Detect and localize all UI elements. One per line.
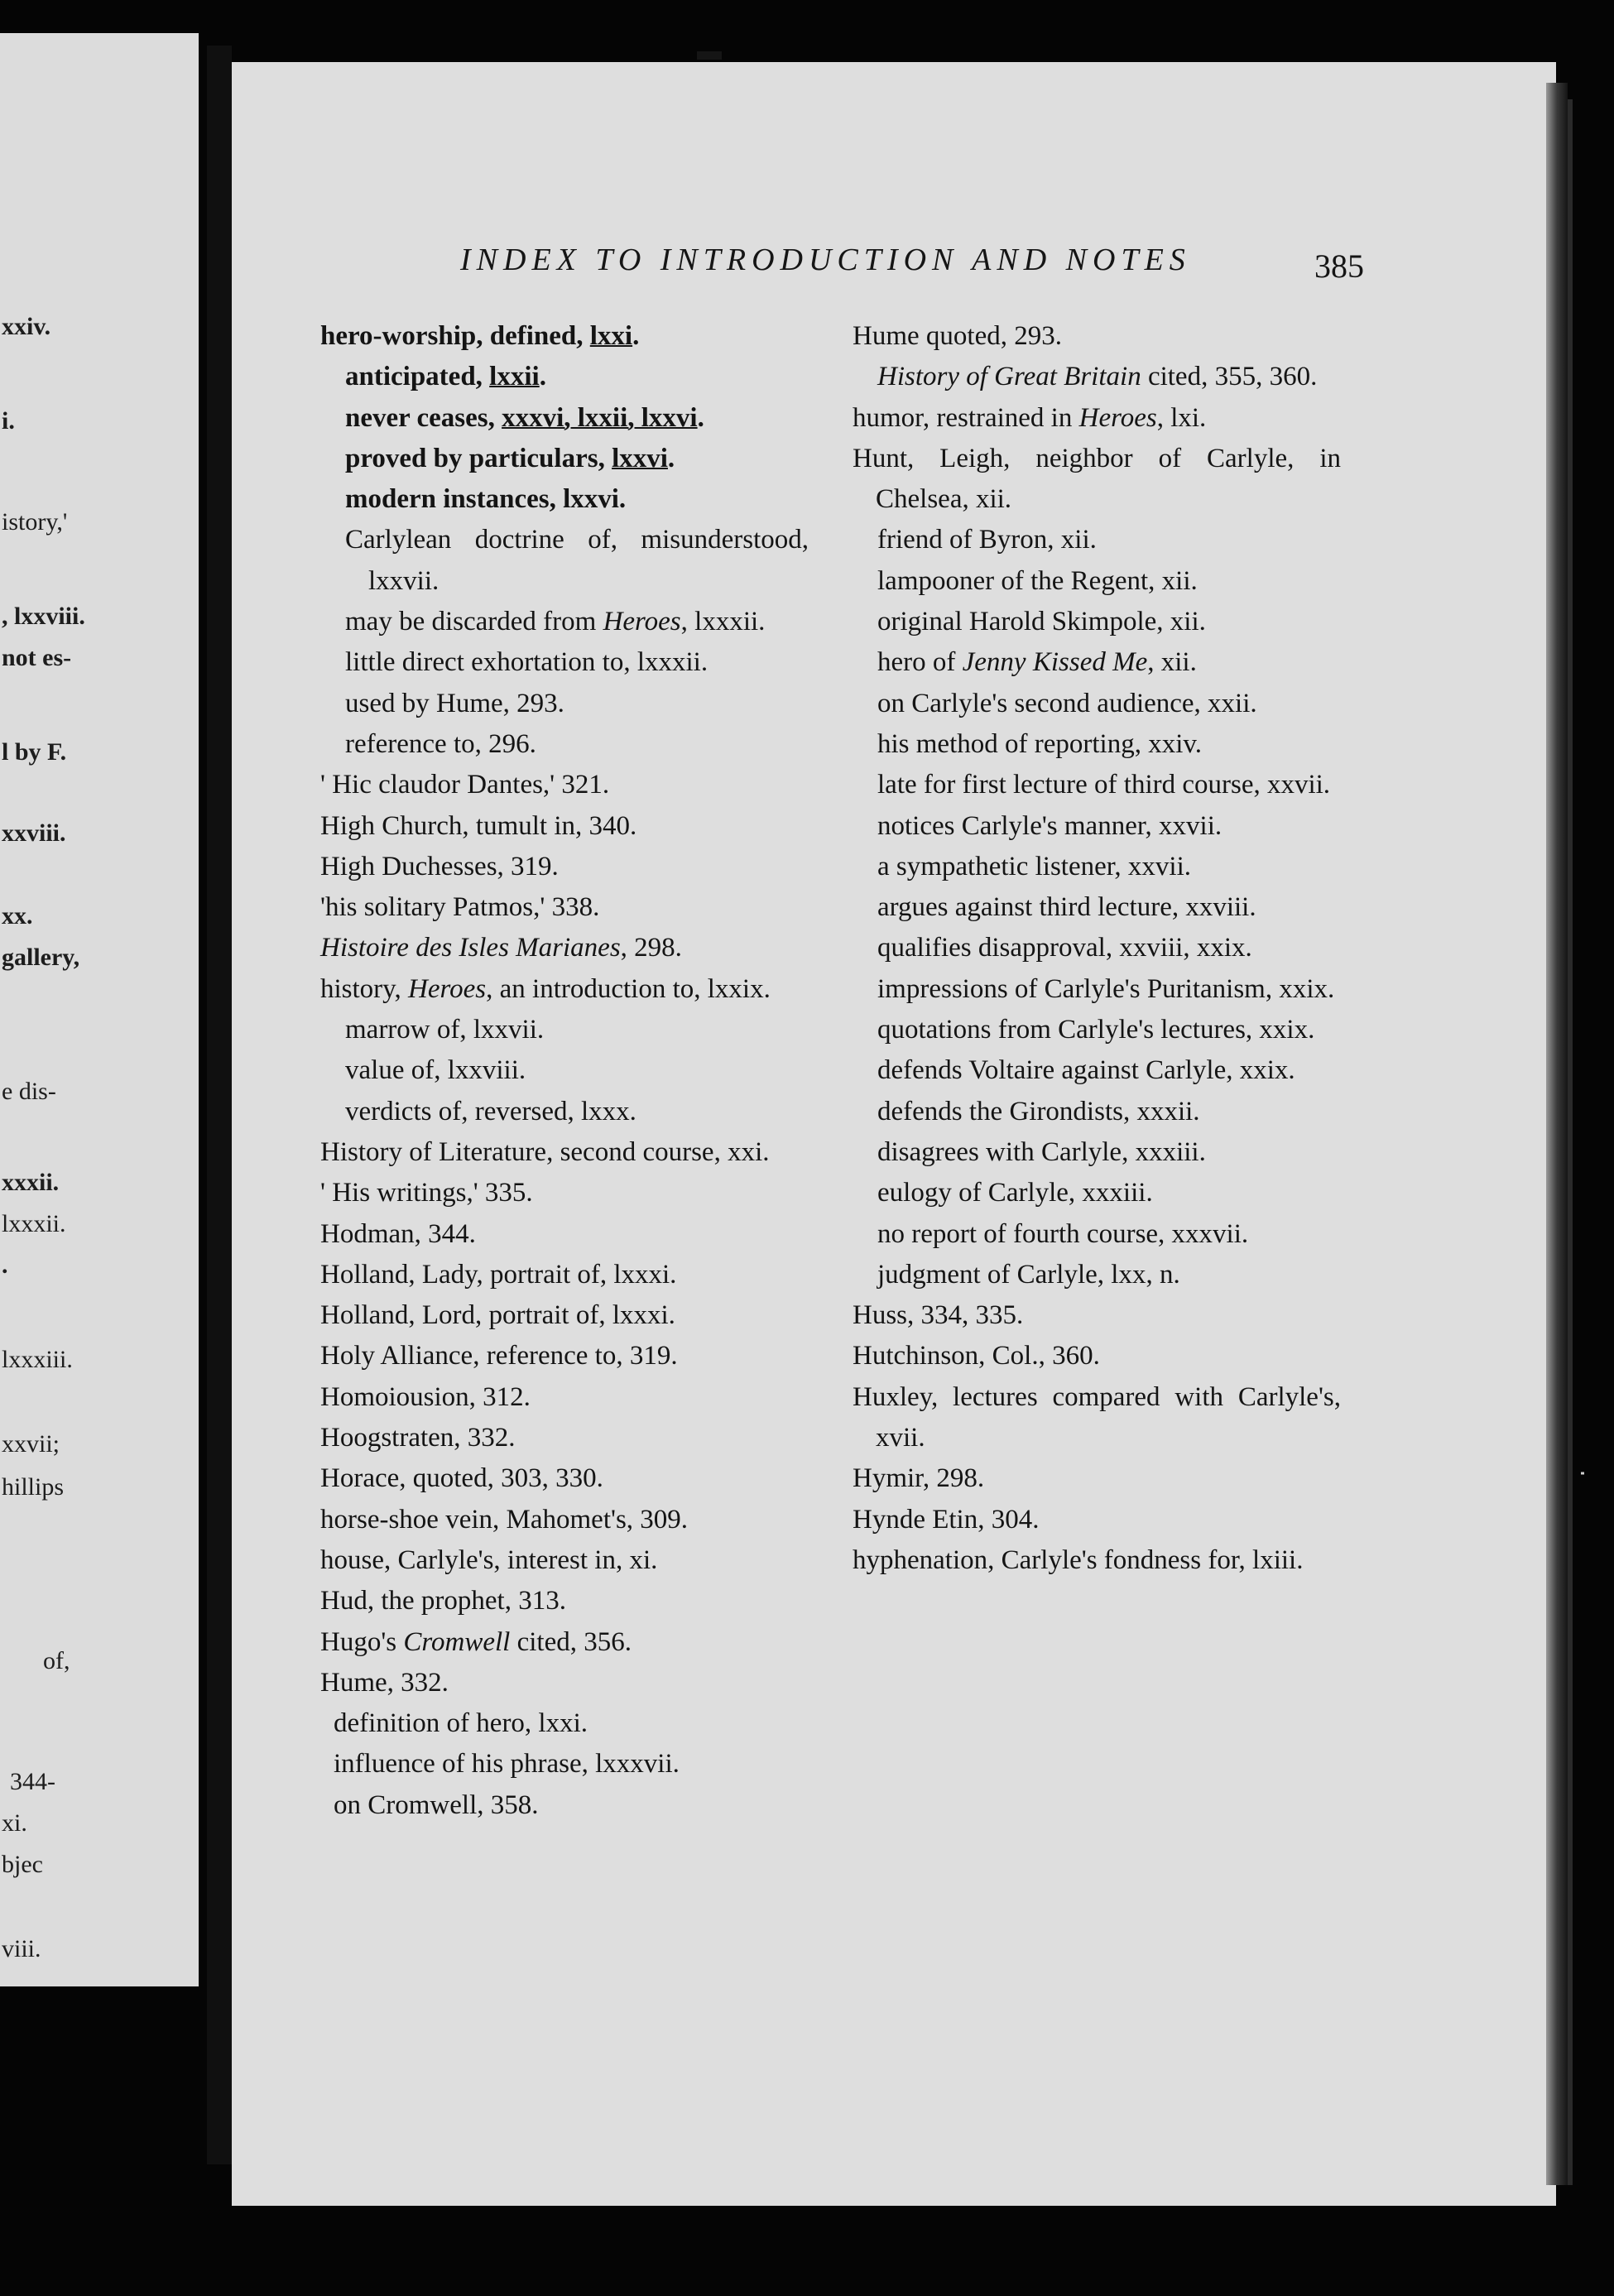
running-head: INDEX TO INTRODUCTION AND NOTES xyxy=(460,243,1191,277)
index-entry: original Harold Skimpole, xii. xyxy=(877,607,1206,637)
page-fore-edge xyxy=(1546,83,1568,2185)
index-entry: no report of fourth course, xxxvii. xyxy=(877,1218,1249,1249)
index-entry: 'his solitary Patmos,' 338. xyxy=(320,892,600,923)
index-entry: Histoire des Isles Marianes, 298. xyxy=(320,933,682,963)
left-fragment: lxxxiii. xyxy=(2,1346,73,1373)
index-entry: influence of his phrase, lxxxvii. xyxy=(334,1749,680,1780)
binding-gutter xyxy=(207,46,232,2164)
index-entry: argues against third lecture, xxviii. xyxy=(877,892,1256,923)
index-entry: Huss, 334, 335. xyxy=(853,1300,1024,1331)
index-entry: used by Hume, 293. xyxy=(345,688,564,718)
left-fragment: l by F. xyxy=(2,738,67,766)
left-fragment: xi. xyxy=(2,1809,27,1837)
left-fragment: lxxxii. xyxy=(2,1210,66,1237)
index-entry: Hutchinson, Col., 360. xyxy=(853,1341,1100,1371)
left-fragment: of, xyxy=(43,1647,70,1674)
index-entry: his method of reporting, xxiv. xyxy=(877,728,1202,759)
pencil-underline: xxxvi, lxxii, lxxvi xyxy=(502,402,698,433)
index-entry: definition of hero, lxxi. xyxy=(334,1708,588,1739)
index-entry: Huxley, lectures compared with Carlyle's, xvii. xyxy=(853,1381,1341,1453)
index-entry: hero-worship, defined, lxxi. xyxy=(320,321,640,351)
index-entry: Holland, Lady, portrait of, lxxxi. xyxy=(320,1259,677,1290)
page-number: 385 xyxy=(1314,247,1364,285)
index-entry: judgment of Carlyle, lxx, n. xyxy=(877,1259,1180,1290)
left-fragment: , lxxviii. xyxy=(2,603,85,630)
index-entry: lampooner of the Regent, xii. xyxy=(877,565,1198,596)
pencil-underline: lxxii xyxy=(489,362,540,392)
left-fragment: istory,' xyxy=(2,508,68,536)
left-fragment: 344- xyxy=(10,1768,55,1795)
index-entry: Hume, 332. xyxy=(320,1667,449,1698)
index-entry: Hud, the prophet, 313. xyxy=(320,1586,566,1616)
index-entry: Holland, Lord, portrait of, lxxxi. xyxy=(320,1300,675,1331)
left-fragment: xxxii. xyxy=(2,1169,60,1196)
pencil-underline: lxxvi xyxy=(612,443,668,473)
index-entry: on Cromwell, 358. xyxy=(334,1789,539,1820)
index-entry: impressions of Carlyle's Puritanism, xxix. xyxy=(877,973,1335,1004)
previous-page-edge xyxy=(0,33,199,1986)
index-entry: a sympathetic listener, xxvii. xyxy=(877,851,1192,881)
left-fragment: xxiv. xyxy=(2,313,51,340)
left-fragment: not es- xyxy=(2,644,72,671)
index-entry: qualifies disapproval, xxviii, xxix. xyxy=(877,933,1252,963)
index-entry: High Duchesses, 319. xyxy=(320,851,559,881)
index-entry: humor, restrained in Heroes, lxi. xyxy=(853,402,1207,433)
index-entry: Hoogstraten, 332. xyxy=(320,1423,516,1453)
left-fragment: xxvii; xyxy=(2,1430,60,1458)
left-fragment: xxviii. xyxy=(2,819,66,847)
index-entry: proved by particulars, lxxvi. xyxy=(345,443,675,473)
index-entry: house, Carlyle's, interest in, xi. xyxy=(320,1544,658,1575)
index-entry: Hymir, 298. xyxy=(853,1463,985,1494)
left-fragment: bjec xyxy=(2,1851,43,1878)
left-fragment: viii. xyxy=(2,1935,41,1962)
index-entry: Hunt, Leigh, neighbor of Carlyle, in Chelsea, xii. xyxy=(853,443,1341,515)
left-fragment: xx. xyxy=(2,902,33,929)
index-entry: disagrees with Carlyle, xxxiii. xyxy=(877,1136,1206,1167)
index-entry: History of Great Britain cited, 355, 360. xyxy=(877,362,1318,392)
index-entry: never ceases, xxxvi, lxxii, lxxvi. xyxy=(345,402,704,433)
index-entry: ' Hic claudor Dantes,' 321. xyxy=(320,770,610,800)
index-entry: reference to, 296. xyxy=(345,728,536,759)
index-entry: Homoiousion, 312. xyxy=(320,1381,531,1412)
index-entry: marrow of, lxxvii. xyxy=(345,1015,545,1045)
index-column-right xyxy=(853,316,1341,1581)
index-entry: ' His writings,' 335. xyxy=(320,1178,533,1208)
index-entry: Hynde Etin, 304. xyxy=(853,1504,1040,1535)
index-entry: horse-shoe vein, Mahomet's, 309. xyxy=(320,1504,689,1535)
index-entry: verdicts of, reversed, lxxx. xyxy=(345,1096,636,1126)
index-entry: High Church, tumult in, 340. xyxy=(320,810,637,841)
index-entry: quotations from Carlyle's lectures, xxix. xyxy=(877,1015,1315,1045)
left-fragment: i. xyxy=(2,407,15,435)
index-entry: friend of Byron, xii. xyxy=(877,525,1097,555)
index-column-left xyxy=(320,316,809,1826)
index-entry: defends the Girondists, xxxii. xyxy=(877,1096,1200,1126)
index-entry: History of Literature, second course, xxi. xyxy=(320,1136,770,1167)
index-entry: hero of Jenny Kissed Me, xii. xyxy=(877,647,1197,678)
pencil-underline: lxxi xyxy=(589,321,633,351)
left-fragment: e dis- xyxy=(2,1078,56,1105)
index-entry: Hodman, 344. xyxy=(320,1218,476,1249)
index-entry: eulogy of Carlyle, xxxiii. xyxy=(877,1178,1153,1208)
index-entry: Carlylean doctrine of, misunderstood, lxxvii. xyxy=(345,525,809,596)
index-entry: Horace, quoted, 303, 330. xyxy=(320,1463,603,1494)
left-fragment: . xyxy=(2,1251,8,1279)
index-entry: anticipated, lxxii. xyxy=(345,362,546,392)
index-entry: history, Heroes, an introduction to, lxxix. xyxy=(320,973,771,1004)
index-entry: late for first lecture of third course, xxvii. xyxy=(877,770,1331,800)
index-entry: Hume quoted, 293. xyxy=(853,321,1062,351)
index-entry: Holy Alliance, reference to, 319. xyxy=(320,1341,678,1371)
index-entry: little direct exhortation to, lxxxii. xyxy=(345,647,709,678)
index-entry: on Carlyle's second audience, xxii. xyxy=(877,688,1257,718)
left-fragment: gallery, xyxy=(2,944,80,971)
index-entry: modern instances, lxxvi. xyxy=(345,484,627,515)
index-entry: Hugo's Cromwell cited, 356. xyxy=(320,1626,632,1657)
left-fragment: hillips xyxy=(2,1473,65,1501)
index-entry: hyphenation, Carlyle's fondness for, lxiii. xyxy=(853,1544,1304,1575)
index-entry: defends Voltaire against Carlyle, xxix. xyxy=(877,1055,1295,1086)
index-entry: value of, lxxviii. xyxy=(345,1055,526,1086)
index-entry: notices Carlyle's manner, xxvii. xyxy=(877,810,1223,841)
index-entry: may be discarded from Heroes, lxxxii. xyxy=(345,607,766,637)
